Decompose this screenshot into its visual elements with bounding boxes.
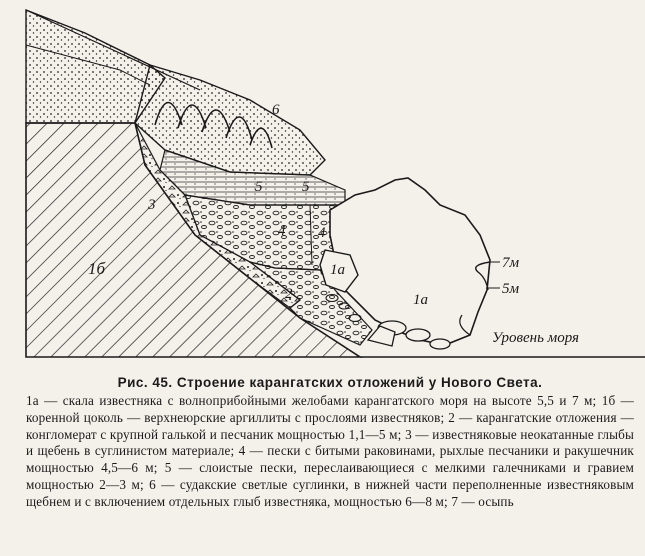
label-height-5m: 5м (502, 281, 520, 297)
caption-title: Рис. 45. Строение карангатских отложений у Нового Света. (117, 375, 543, 390)
label-height-7m: 7м (502, 255, 520, 271)
figure-caption (26, 375, 634, 511)
label-layer-3: 3 (148, 197, 156, 213)
label-layer-6: 6 (272, 102, 280, 118)
label-layer-1b: 1б (88, 259, 106, 278)
caption-legend-text: 1а — скала известняка с волноприбойными желобами карангатского моря на высоте 5,5 и 7 м; 1б — коренной цоколь — верхнеюрские аргиллиты с прослоями известняков; 2 — карангатские отложения — конгломерат с крупной галькой и песчаник мощностью 1,1—5 м; 3 — известняковые неокатанные глыбы и щебень в суглинистом материале; 4 — пески с битыми раковинами, рыхлые песчаники и ракушечник мощностью 4,5—6 м; 5 — слоистые пески, переслаивающиеся с мелкими галечниками и гравием мощностью 2—3 м; 6 — судакские светлые суглинки, в нижней части переполненные известняковым щебнем и с включением отдельных глыб известняка, мощностью 6—8 м; 7 — осыпь (26, 393, 634, 509)
label-layer-5-left: 5 (255, 179, 263, 195)
label-layer-5-right: 5 (302, 179, 310, 195)
label-layer-2: 2 (285, 286, 293, 302)
label-layer-1a-small: 1а (330, 262, 345, 278)
label-layer-1a-cliff: 1а (413, 292, 428, 308)
label-layer-4-right: 4 (318, 225, 326, 241)
label-layer-4-left: 4 (278, 223, 286, 239)
label-sea-level: Уровень моря (492, 330, 580, 346)
